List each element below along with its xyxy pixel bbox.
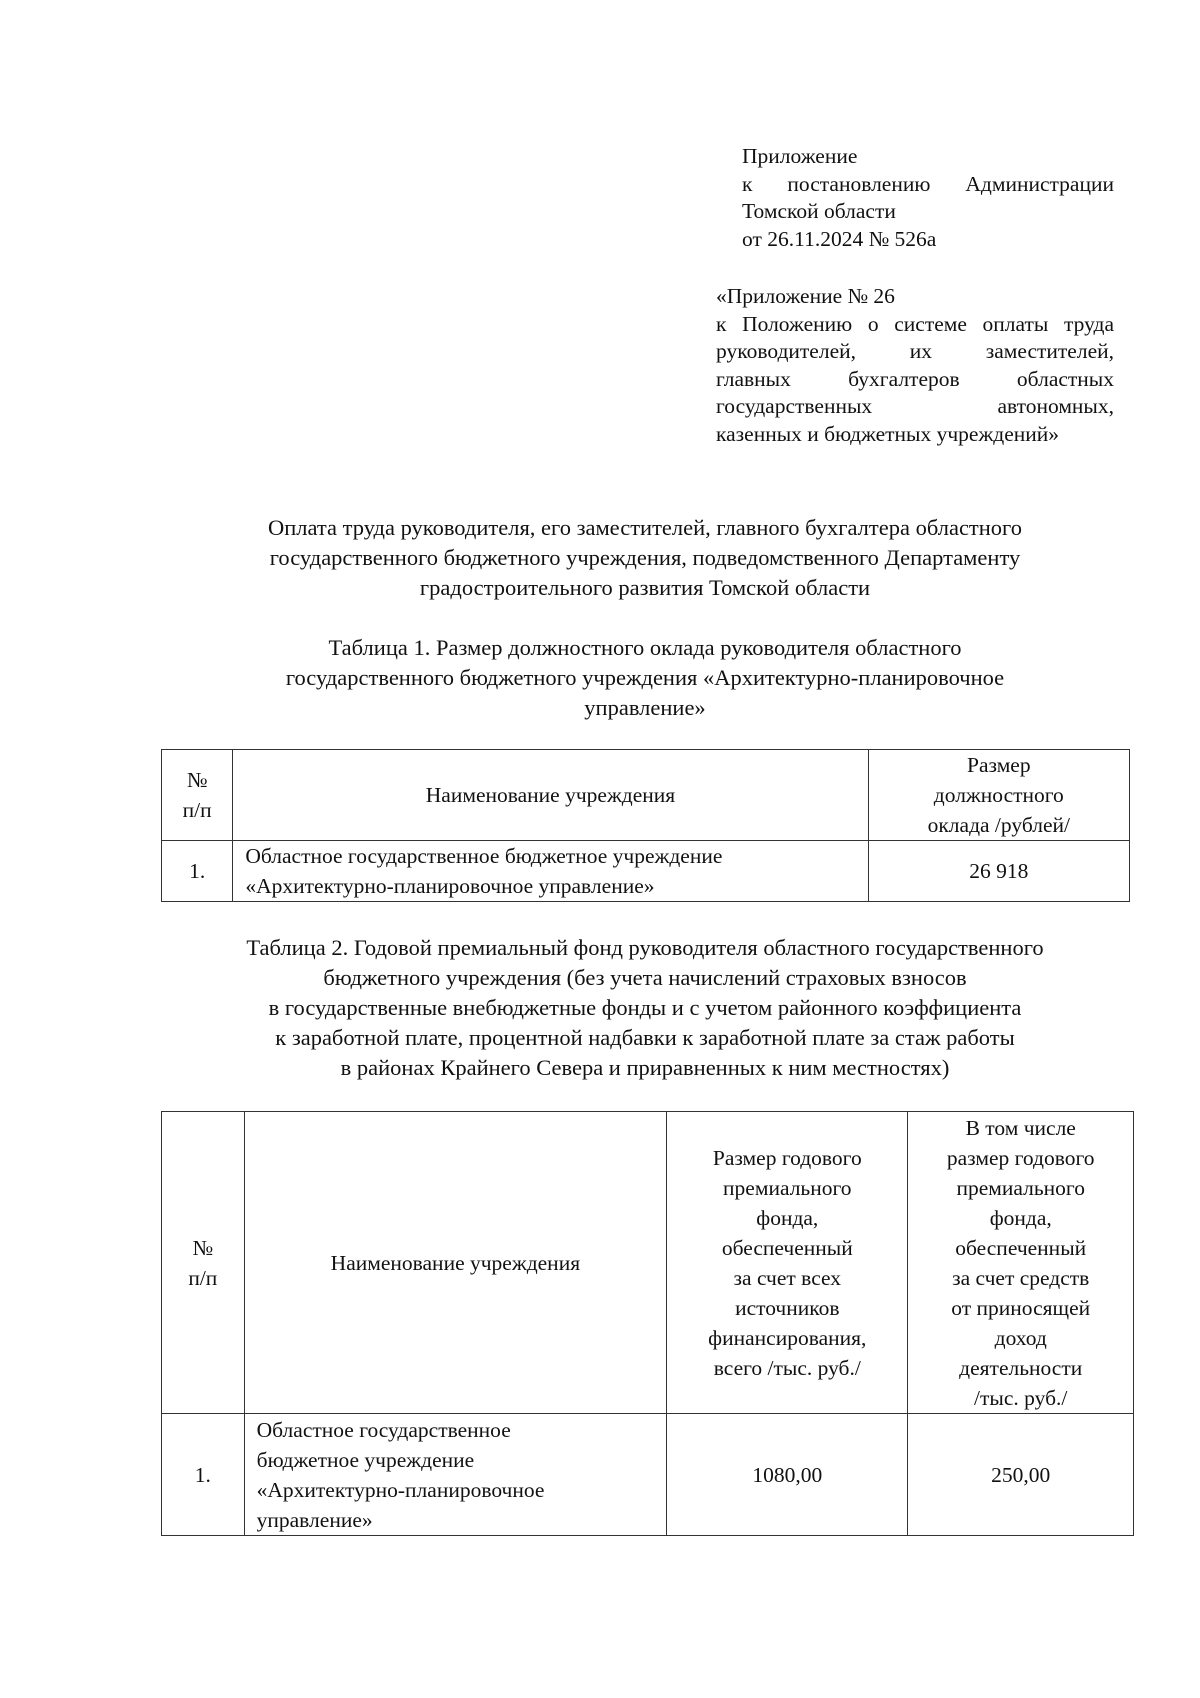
caption-line: к заработной плате, процентной надбавки к заработной плате за стаж работы (275, 1025, 1015, 1050)
row-fund-income-value: 250,00 (908, 1414, 1134, 1536)
annex-header (716, 283, 1114, 448)
row-number: 1. (162, 1414, 245, 1536)
table-row (162, 841, 1130, 902)
annex-line: руководителей, их заместителей, (716, 339, 1114, 363)
document-title (150, 513, 1140, 603)
caption-line: в государственные внебюджетные фонды и с учетом районного коэффициента (268, 995, 1022, 1020)
table-header-row (162, 750, 1130, 841)
header-cell-fund-income: В том числе размер годового премиального фонда, обеспеченный за счет средств от приносящей доход деятельности /тыс. руб./ (908, 1112, 1134, 1414)
title-line: градостроительного развития Томской области (419, 575, 871, 600)
table-row (162, 1414, 1134, 1536)
appendix-line: к постановлению Администрации (742, 171, 1114, 196)
caption-line: Таблица 1. Размер должностного оклада руководителя областного (328, 635, 962, 660)
header-cell-number: № п/п (162, 750, 233, 841)
annex-line: главных бухгалтеров областных (716, 366, 1114, 391)
header-cell-salary: Размер должностного оклада /рублей/ (868, 750, 1129, 841)
row-institution-name: Областное государственное бюджетное учреждение «Архитектурно-планировочное управление» (244, 1414, 667, 1536)
header-cell-number: № п/п (162, 1112, 245, 1414)
header-cell-institution: Наименование учреждения (233, 750, 868, 841)
annex-line: казенных и бюджетных учреждений» (716, 421, 1060, 446)
row-institution-name: Областное государственное бюджетное учреждение «Архитектурно-планировочное управление» (233, 841, 868, 902)
caption-line: бюджетного учреждения (без учета начислений страховых взносов (323, 965, 967, 990)
row-fund-total-value: 1080,00 (667, 1414, 908, 1536)
table2-caption (150, 933, 1140, 1083)
appendix-line: от 26.11.2024 № 526а (742, 226, 937, 251)
caption-line: Таблица 2. Годовой премиальный фонд руководителя областного государственного (246, 935, 1044, 960)
table1-caption (150, 633, 1140, 723)
caption-line: управление» (584, 695, 706, 720)
bonus-fund-table (161, 1111, 1134, 1536)
title-line: государственного бюджетного учреждения, подведомственного Департаменту (269, 545, 1021, 570)
caption-line: в районах Крайнего Севера и приравненных к ним местностях) (340, 1055, 950, 1080)
appendix-line: Приложение (742, 144, 858, 168)
row-salary-value: 26 918 (868, 841, 1129, 902)
header-cell-institution: Наименование учреждения (244, 1112, 667, 1414)
header-cell-fund-total: Размер годового премиального фонда, обеспеченный за счет всех источников финансирования, всего /тыс. руб./ (667, 1112, 908, 1414)
row-number: 1. (162, 841, 233, 902)
caption-line: государственного бюджетного учреждения «Архитектурно-планировочное (285, 665, 1005, 690)
title-line: Оплата труда руководителя, его заместителей, главного бухгалтера областного (268, 515, 1022, 540)
annex-line: «Приложение № 26 (716, 284, 895, 308)
appendix-line: Томской области (742, 199, 896, 223)
annex-line: к Положению о системе оплаты труда (716, 311, 1114, 336)
table-header-row (162, 1112, 1134, 1414)
appendix-header (742, 143, 1114, 253)
salary-table (161, 749, 1130, 902)
annex-line: государственных автономных, (716, 394, 1114, 418)
